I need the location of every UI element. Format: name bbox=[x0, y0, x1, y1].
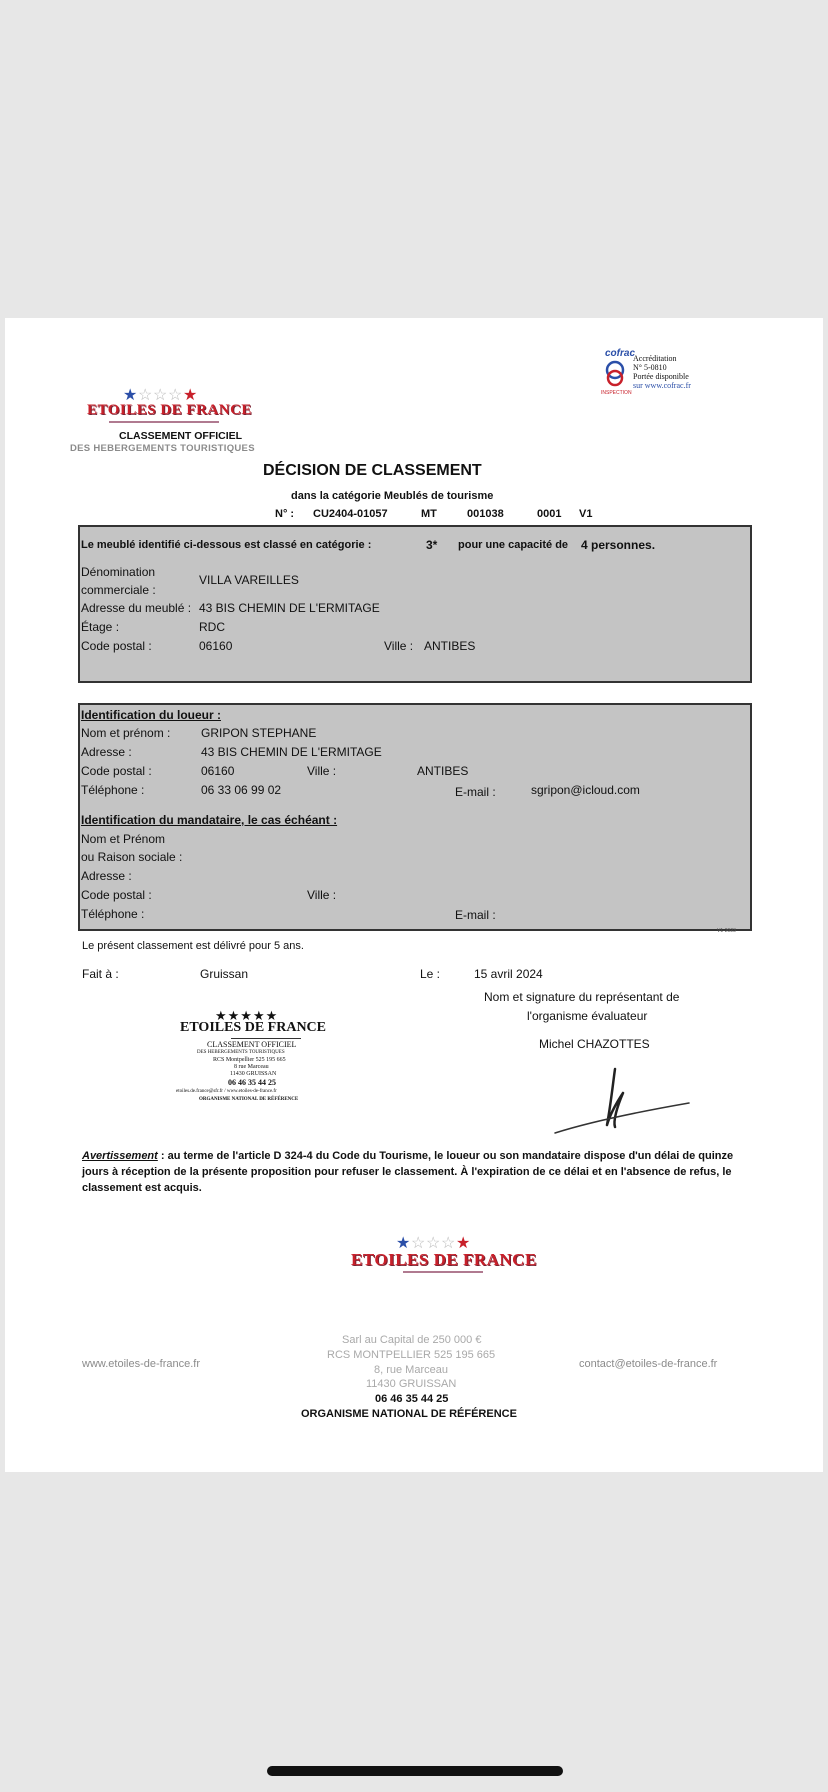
signature-title: l'organisme évaluateur bbox=[527, 1009, 648, 1023]
footer-rcs: RCS MONTPELLIER 525 195 665 bbox=[327, 1349, 496, 1361]
signature-title: Nom et signature du représentant de bbox=[484, 990, 680, 1004]
postal-value: 06160 bbox=[199, 639, 233, 653]
signatory-name: Michel CHAZOTTES bbox=[539, 1037, 650, 1051]
star-blue-icon: ★ bbox=[123, 387, 138, 404]
denomination-label: Dénomination bbox=[81, 565, 156, 579]
stamp-line: 8 rue Marceau bbox=[234, 1064, 269, 1070]
owner-name-label: Nom et prénom : bbox=[81, 726, 171, 740]
star-outline-icon: ☆ bbox=[441, 1235, 456, 1252]
cofrac-line: sur www.cofrac.fr bbox=[633, 381, 691, 390]
mandate-email-label: E-mail : bbox=[455, 908, 496, 922]
cofrac-line: Accréditation bbox=[633, 354, 677, 363]
mandate-address-label: Adresse : bbox=[81, 869, 132, 883]
owner-email-label: E-mail : bbox=[455, 785, 496, 799]
cofrac-emblem-icon bbox=[603, 360, 627, 388]
stamp-line: ORGANISME NATIONAL DE RÉFÉRENCE bbox=[199, 1097, 299, 1102]
logo-underline bbox=[109, 421, 219, 423]
denomination-value: VILLA VAREILLES bbox=[199, 573, 299, 587]
owner-name: GRIPON STEPHANE bbox=[201, 726, 317, 740]
city-label: Ville : bbox=[384, 639, 414, 653]
logo-subtitle: CLASSEMENT OFFICIEL bbox=[119, 430, 243, 442]
footer-logo bbox=[343, 1236, 543, 1282]
owner-heading: Identification du loueur : bbox=[81, 708, 221, 722]
mandate-name-label: Nom et Prénom bbox=[81, 832, 166, 846]
mandate-name-label: ou Raison sociale : bbox=[81, 850, 183, 864]
footer-phone: 06 46 35 44 25 bbox=[375, 1393, 449, 1405]
warning-label: Avertissement bbox=[82, 1150, 158, 1162]
category-subtitle: dans la catégorie Meublés de tourisme bbox=[291, 490, 494, 502]
owner-postal-label: Code postal : bbox=[81, 764, 152, 778]
star-outline-icon: ☆ bbox=[426, 1235, 441, 1252]
logo-name: ETOILES DE FRANCE bbox=[87, 402, 252, 418]
home-indicator[interactable] bbox=[267, 1766, 563, 1776]
mandate-phone-label: Téléphone : bbox=[81, 907, 145, 921]
postal-label: Code postal : bbox=[81, 639, 152, 653]
star-outline-icon: ☆ bbox=[153, 387, 168, 404]
company-stamp bbox=[145, 1008, 345, 1108]
owner-box bbox=[78, 703, 752, 931]
made-at-value: Gruissan bbox=[200, 967, 249, 981]
address-label: Adresse du meublé : bbox=[81, 601, 192, 615]
date-label: Le : bbox=[420, 967, 441, 981]
reference-code: 0001 bbox=[537, 508, 562, 520]
star-blue-icon: ★ bbox=[396, 1235, 411, 1252]
version-tag: V1-2023 bbox=[717, 928, 736, 934]
footer-org: ORGANISME NATIONAL DE RÉFÉRENCE bbox=[301, 1408, 517, 1420]
stamp-line: DES HEBERGEMENTS TOURISTIQUES bbox=[197, 1050, 285, 1055]
warning-text: classement est acquis. bbox=[82, 1182, 202, 1194]
owner-email: sgripon@icloud.com bbox=[531, 783, 640, 797]
capacity-value: 4 personnes. bbox=[581, 538, 656, 552]
reference-label: N° : bbox=[275, 508, 295, 520]
footer-capital: Sarl au Capital de 250 000 € bbox=[342, 1334, 482, 1346]
star-red-icon: ★ bbox=[183, 387, 198, 404]
footer-contact: contact@etoiles-de-france.fr bbox=[579, 1358, 718, 1370]
footer-city: 11430 GRUISSAN bbox=[366, 1378, 457, 1390]
stamp-line: 06 46 35 44 25 bbox=[228, 1078, 276, 1087]
footer-street: 8, rue Marceau bbox=[374, 1364, 448, 1376]
reference-code: CU2404-01057 bbox=[313, 508, 388, 520]
reference-code: MT bbox=[421, 508, 437, 520]
owner-phone-label: Téléphone : bbox=[81, 783, 145, 797]
footer-logo-underline bbox=[403, 1271, 483, 1273]
stamp-underline bbox=[231, 1038, 301, 1039]
stamp-line: etoiles.de.france@sfr.fr / www.etoiles-de-france.fr bbox=[176, 1089, 277, 1094]
mandate-postal-label: Code postal : bbox=[81, 888, 152, 902]
classification-box bbox=[78, 525, 752, 683]
owner-phone: 06 33 06 99 02 bbox=[201, 783, 282, 797]
address-value: 43 BIS CHEMIN DE L'ERMITAGE bbox=[199, 601, 380, 615]
stamp-name: ETOILES DE FRANCE bbox=[180, 1020, 327, 1035]
warning-text: : au terme de l'article D 324-4 du Code du Tourisme, le loueur ou son mandataire dispose d'un délai de quinze bbox=[157, 1150, 734, 1162]
document-page bbox=[5, 318, 823, 1472]
stamp-line: CLASSEMENT OFFICIEL bbox=[207, 1040, 297, 1049]
cofrac-brand: cofrac bbox=[605, 348, 636, 359]
star-outline-icon: ☆ bbox=[411, 1235, 426, 1252]
owner-address-label: Adresse : bbox=[81, 745, 132, 759]
cofrac-logo bbox=[597, 348, 717, 400]
cofrac-line: Portée disponible bbox=[633, 372, 689, 381]
owner-address: 43 BIS CHEMIN DE L'ERMITAGE bbox=[201, 745, 382, 759]
footer-website: www.etoiles-de-france.fr bbox=[82, 1358, 200, 1370]
capacity-label: pour une capacité de bbox=[458, 539, 569, 551]
owner-postal: 06160 bbox=[201, 764, 235, 778]
owner-city: ANTIBES bbox=[417, 764, 469, 778]
reference-code: 001038 bbox=[467, 508, 504, 520]
owner-city-label: Ville : bbox=[307, 764, 337, 778]
star-outline-icon: ☆ bbox=[138, 387, 153, 404]
denomination-label: commerciale : bbox=[81, 583, 156, 597]
page-title: DÉCISION DE CLASSEMENT bbox=[263, 462, 482, 479]
reference-code: V1 bbox=[579, 508, 593, 520]
footer-logo-name: ETOILES DE FRANCE bbox=[351, 1250, 537, 1269]
cofrac-line: N° 5-0810 bbox=[633, 363, 667, 372]
mandate-city-label: Ville : bbox=[307, 888, 337, 902]
handwritten-signature bbox=[553, 1063, 693, 1143]
made-at-label: Fait à : bbox=[82, 967, 119, 981]
stamp-line: 11430 GRUISSAN bbox=[230, 1071, 277, 1077]
floor-label: Étage : bbox=[81, 620, 120, 634]
logo-subtitle: DES HEBERGEMENTS TOURISTIQUES bbox=[70, 443, 255, 454]
mandate-heading: Identification du mandataire, le cas échéant : bbox=[81, 813, 338, 827]
stamp-line: RCS Montpellier 525 195 665 bbox=[213, 1057, 286, 1063]
star-category: 3* bbox=[426, 538, 438, 552]
cofrac-inspection: INSPECTION bbox=[601, 390, 632, 396]
floor-value: RDC bbox=[199, 620, 225, 634]
classification-intro: Le meublé identifié ci-dessous est classé en catégorie : bbox=[81, 539, 372, 551]
validity-duration: Le présent classement est délivré pour 5 ans. bbox=[82, 940, 304, 952]
star-outline-icon: ☆ bbox=[168, 387, 183, 404]
warning-text: jours à réception de la présente proposition pour refuser le classement. À l'expiration de ce délai et en l'absence de refus, le bbox=[82, 1166, 732, 1178]
stamp-stars: ★★★★★ bbox=[215, 1008, 279, 1023]
city-value: ANTIBES bbox=[424, 639, 476, 653]
star-red-icon: ★ bbox=[456, 1235, 471, 1252]
date-value: 15 avril 2024 bbox=[474, 967, 543, 981]
